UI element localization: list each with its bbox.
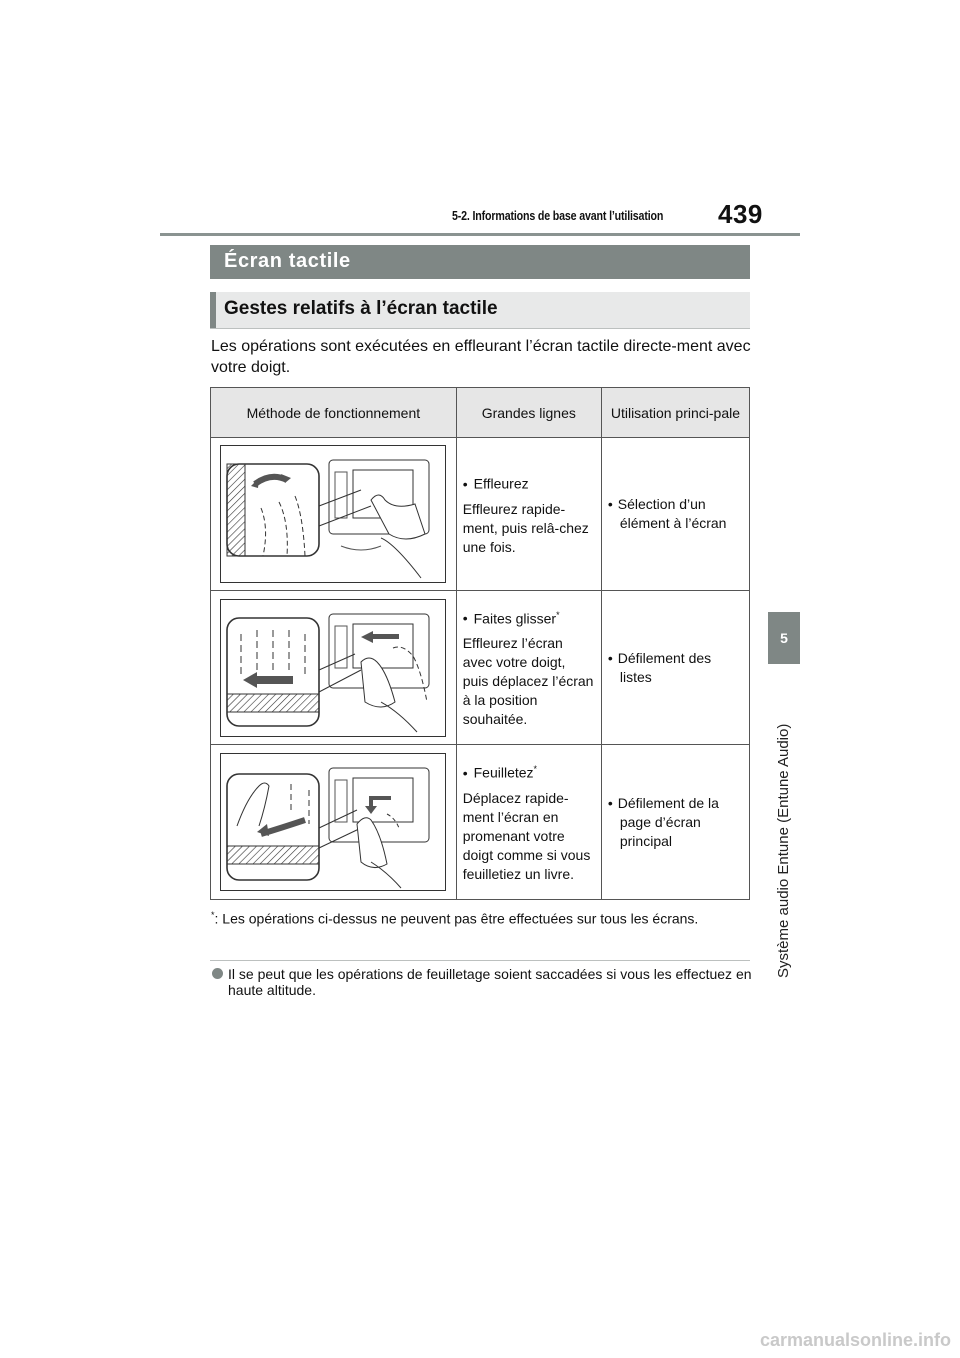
outline-cell bbox=[456, 745, 601, 900]
gesture-description: Effleurez l’écran avec votre doigt, puis déplacez l’écran à la position souhaitée. bbox=[462, 635, 594, 728]
watermark: carmanualsonline.info bbox=[760, 1330, 952, 1350]
illustration-cell bbox=[211, 591, 457, 745]
table-row bbox=[211, 438, 750, 591]
tap-gesture-illustration bbox=[220, 445, 446, 583]
outline-cell bbox=[456, 591, 601, 745]
drag-gesture-illustration bbox=[220, 599, 446, 737]
footnote bbox=[211, 906, 751, 929]
gesture-title-text: Faites glisser bbox=[473, 610, 557, 627]
chapter-tab bbox=[768, 612, 800, 664]
gesture-title-text: Effleurez bbox=[473, 475, 529, 492]
gesture-title bbox=[463, 760, 595, 783]
illustration-cell bbox=[211, 438, 457, 591]
column-header-method: Méthode de fonctionnement bbox=[211, 388, 457, 438]
page-number: 439 bbox=[718, 199, 763, 229]
note-bullet-icon bbox=[212, 968, 223, 979]
footnote-text: : Les opérations ci-dessus ne peuvent pas être effectuées sur tous les écrans. bbox=[214, 910, 699, 927]
gesture-title-sup: * bbox=[533, 764, 538, 775]
heading-2-text: Gestes relatifs à l’écran tactile bbox=[224, 298, 498, 319]
illustration-cell bbox=[211, 745, 457, 900]
chapter-title: Système audio Entune (Entune Audio) bbox=[775, 723, 792, 978]
gesture-title-text: Feuilletez bbox=[473, 764, 534, 781]
heading-touch-screen bbox=[210, 245, 750, 279]
intro-paragraph: Les opérations sont exécutées en effleurant l’écran tactile directe-ment avec votre doigt. bbox=[211, 338, 751, 376]
table-row bbox=[211, 591, 750, 745]
gesture-description: Effleurez rapide-ment, puis relâ-chez une fois. bbox=[462, 500, 589, 555]
use-cell bbox=[601, 591, 749, 745]
gesture-description: Déplacez rapide-ment l’écran en promenant votre doigt comme si vous feuilletiez un livre. bbox=[462, 789, 591, 882]
table-header-row bbox=[211, 388, 750, 438]
gesture-use: • Défilement des listes bbox=[608, 649, 743, 687]
column-header-outline: Grandes lignes bbox=[456, 388, 601, 438]
section-header: 5-2. Informations de base avant l’utilisation bbox=[452, 208, 664, 223]
outline-cell bbox=[456, 438, 601, 591]
use-cell bbox=[601, 438, 749, 591]
gesture-title bbox=[463, 606, 595, 629]
use-cell bbox=[601, 745, 749, 900]
table-row bbox=[211, 745, 750, 900]
header-rule bbox=[160, 233, 800, 236]
note-divider bbox=[210, 960, 750, 961]
heading-1-text: Écran tactile bbox=[224, 250, 351, 272]
chapter-title-vertical bbox=[774, 678, 794, 978]
chapter-number: 5 bbox=[780, 630, 788, 646]
note-text: Il se peut que les opérations de feuilletage soient saccadées si vous les effectuez en haute altitude. bbox=[228, 966, 752, 998]
flick-gesture-illustration bbox=[220, 753, 446, 891]
gesture-use: • Défilement de la page d’écran principal bbox=[608, 794, 743, 851]
subheading-bar bbox=[210, 292, 216, 328]
gesture-title bbox=[463, 471, 595, 494]
gesture-title-sup: * bbox=[556, 609, 560, 620]
note bbox=[212, 966, 752, 998]
gesture-use: • Sélection d’un élément à l’écran bbox=[608, 495, 743, 533]
footnote-mark: * bbox=[211, 910, 215, 920]
column-header-use: Utilisation princi-pale bbox=[601, 388, 749, 438]
subheading-gestures bbox=[210, 292, 750, 329]
gesture-table bbox=[210, 387, 750, 900]
